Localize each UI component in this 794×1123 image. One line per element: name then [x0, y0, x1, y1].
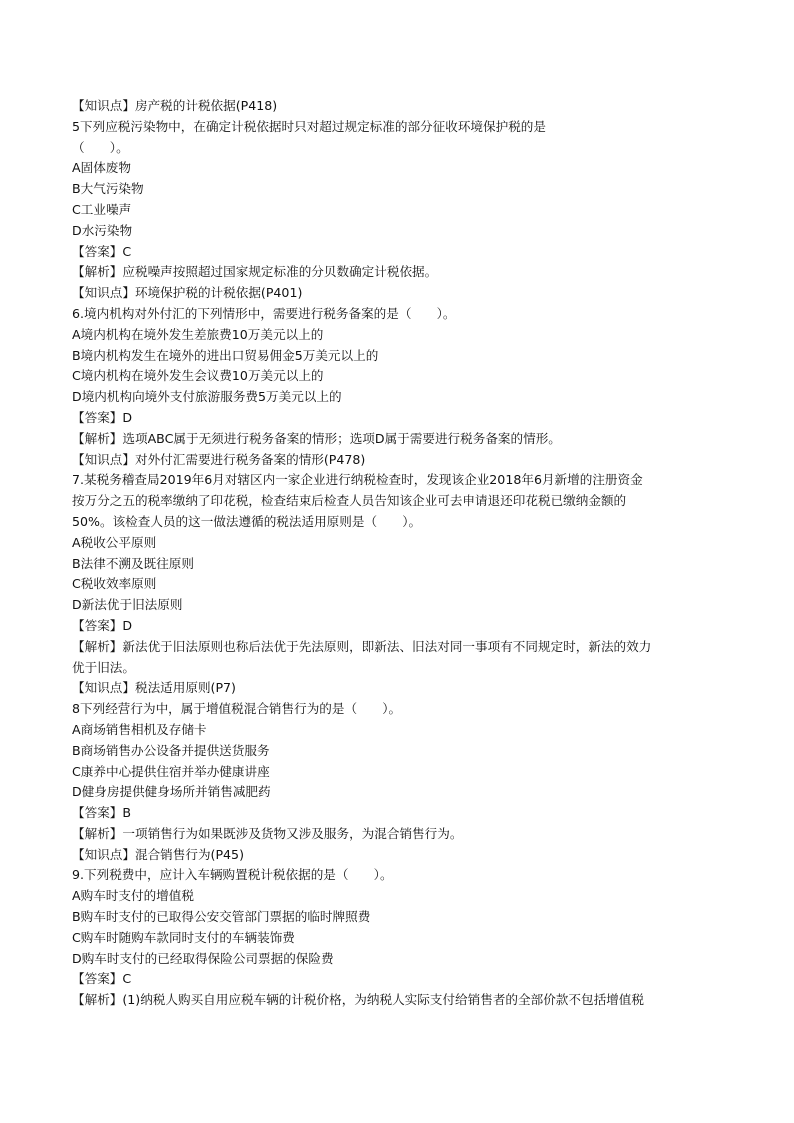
text-line: 【答案】D [72, 409, 133, 425]
text-line: C境内机构在境外发生会议费10万美元以上的 [72, 368, 324, 384]
text-line: B大气污染物 [72, 181, 144, 197]
text-line: （ ）。 [72, 139, 129, 155]
text-line: 6.境内机构对外付汇的下列情形中，需要进行税务备案的是（ ）。 [72, 305, 456, 321]
text-line: D健身房提供健身场所并销售减肥药 [72, 784, 271, 800]
text-line: A税收公平原则 [72, 534, 157, 550]
text-line: 【知识点】环境保护税的计税依据(P401) [72, 285, 303, 301]
text-line: 【答案】C [72, 971, 132, 987]
text-line: 9.下列税费中，应计入车辆购置税计税依据的是（ ）。 [72, 867, 393, 883]
text-line: 【解析】(1)纳税人购买自用应税车辆的计税价格，为纳税人实际支付给销售者的全部价款不包括增值税 [72, 992, 644, 1008]
text-line: 【答案】D [72, 617, 133, 633]
text-line: 按万分之五的税率缴纳了印花税，检查结束后检查人员告知该企业可去申请退还印花税已缴纳金额的 [72, 493, 627, 509]
text-line: A固体废物 [72, 160, 131, 176]
text-line: D境内机构向境外支付旅游服务费5万美元以上的 [72, 389, 342, 405]
text-line: C购车时随购车款同时支付的车辆装饰费 [72, 929, 295, 945]
text-line: 7.某税务稽查局2019年6月对辖区内一家企业进行纳税检查时，发现该企业2018年6月新增的注册资金 [72, 472, 643, 488]
text-line: 【知识点】对外付汇需要进行税务备案的情形(P478) [72, 451, 366, 467]
text-line: 优于旧法。 [72, 659, 135, 675]
document-page [72, 96, 722, 1011]
text-line: 【答案】C [72, 243, 132, 259]
text-line: A购车时支付的增值税 [72, 888, 194, 904]
text-line: D水污染物 [72, 222, 133, 238]
text-line: A境内机构在境外发生差旅费10万美元以上的 [72, 326, 324, 342]
text-line: C税收效率原则 [72, 576, 157, 592]
text-line: 【知识点】房产税的计税依据(P418) [72, 98, 278, 113]
text-line: 【解析】一项销售行为如果既涉及货物又涉及服务，为混合销售行为。 [72, 825, 463, 841]
text-line: 【知识点】税法适用原则(P7) [72, 680, 236, 696]
text-line: D购车时支付的已经取得保险公司票据的保险费 [72, 950, 334, 966]
text-line: 【解析】应税噪声按照超过国家规定标准的分贝数确定计税依据。 [72, 264, 438, 280]
text-line: B境内机构发生在境外的进出口贸易佣金5万美元以上的 [72, 347, 379, 363]
text-line: D新法优于旧法原则 [72, 597, 183, 613]
text-line: A商场销售相机及存储卡 [72, 721, 207, 737]
text-line: 5下列应税污染物中，在确定计税依据时只对超过规定标准的部分征收环境保护税的是 [72, 118, 546, 134]
text-line: B商场销售办公设备并提供送货服务 [72, 742, 270, 758]
text-line: 【解析】选项ABC属于无须进行税务备案的情形；选项D属于需要进行税务备案的情形。 [72, 430, 561, 446]
text-line: 【答案】B [72, 805, 132, 821]
text-line: 8下列经营行为中，属于增值税混合销售行为的是（ ）。 [72, 701, 402, 717]
text-line: B购车时支付的已取得公安交管部门票据的临时牌照费 [72, 909, 371, 925]
text-line: C康养中心提供住宿并举办健康讲座 [72, 763, 270, 779]
text-line: 50%。该检查人员的这一做法遵循的税法适用原则是（ ）。 [72, 513, 422, 529]
text-line: 【解析】新法优于旧法原则也称后法优于先法原则，即新法、旧法对同一事项有不同规定时，新法的效力 [72, 638, 652, 654]
text-line: C工业噪声 [72, 201, 132, 217]
text-line: B法律不溯及既往原则 [72, 555, 194, 571]
text-line: 【知识点】混合销售行为(P45) [72, 846, 244, 862]
